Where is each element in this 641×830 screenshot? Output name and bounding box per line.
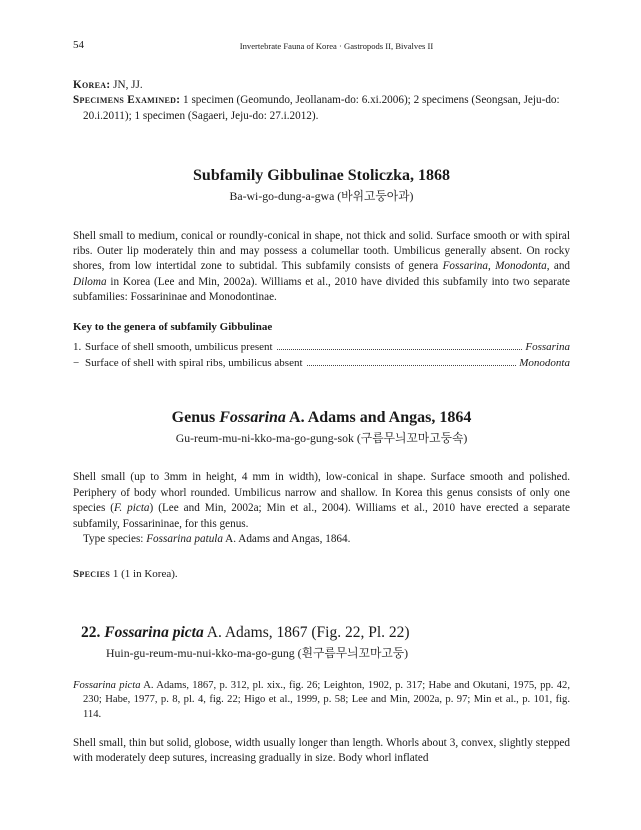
subfamily-romanized: Ba-wi-go-dung-a-gwa (바위고둥아과)	[229, 189, 414, 204]
species-count-line	[73, 567, 570, 582]
key-title: Key to the genera of subfamily Gibbulinae	[73, 320, 273, 333]
species-count-label: Species	[73, 568, 111, 581]
desc-text: Shell small to medium, conical or roundly-conical in shape, not thick and solid. Surface smooth or with spiral ribs. Outer lip moderately thin and may possess a columellar tooth. Umbilicus generally absent. On rocky shores, from low intertidal zone to subtidal. This subfamily consists of genera	[73, 229, 570, 273]
genus-description	[73, 470, 570, 532]
key-entry	[73, 356, 570, 371]
page-number: 54	[73, 39, 84, 51]
species-description: Shell small, thin but solid, globose, width usually longer than length. Whorls about 3, convex, slightly stepped with moderately deep sutures, increasing gradually in size. Body whorl inflated	[73, 736, 570, 765]
species-abbrev: F. picta	[114, 502, 150, 515]
key-text: Surface of shell with spiral ribs, umbilicus absent	[85, 357, 303, 370]
specimens-value: 1 specimen (Geomundo, Jeollanam-do: 6.xi.2006); 2 specimens (Seongsan, Jeju-do: 20.i.2011); 1 specimen (Sagaeri, Jeju-do: 27.i.2012).	[83, 94, 560, 122]
type-species-label: Type species:	[83, 532, 147, 545]
key-text: Surface of shell smooth, umbilicus present	[85, 341, 273, 354]
species-romanized: Huin-gu-reum-mu-nui-kko-ma-go-gung (흰구름무늬꼬마고둥)	[106, 645, 409, 660]
running-head	[73, 38, 570, 56]
synonymy-text: A. Adams, 1867, p. 312, pl. xix., fig. 26; Leighton, 1902, p. 317; Habe and Okutani, 1975, pp. 42, 230; Habe, 1977, p. 8, pl. 4, fig. 22; Higo et al., 1999, p. 58; Lee and Min, 2002a, p. 97; Min et al., p. 101, fig. 114.	[83, 680, 570, 720]
korea-value: JN, JJ.	[113, 79, 143, 91]
species-count-value: 1 (1 in Korea).	[110, 568, 178, 581]
type-species-line	[73, 532, 570, 547]
key-entry	[73, 340, 570, 355]
type-species-name: Fossarina patula	[146, 532, 223, 545]
genus-name: Fossarina	[219, 408, 286, 426]
species-number: 22.	[81, 623, 101, 641]
running-title: Invertebrate Fauna of Korea · Gastropods II, Bivalves II	[239, 41, 434, 51]
type-species-author: A. Adams and Angas, 1864.	[223, 532, 351, 545]
korea-line	[73, 78, 570, 93]
specimens-line	[73, 93, 570, 124]
distribution-record	[73, 78, 570, 124]
desc-text: ) (Lee and Min, 2002a; Min et al., 2004). Williams et al., 2010 have erected a separate subfamily, Fossarininae, for this genus.	[73, 502, 570, 530]
desc-text: , and	[546, 260, 571, 273]
synonymy-name: Fossarina picta	[73, 680, 141, 692]
key-leader-dots	[307, 365, 517, 366]
species-synonymy	[73, 679, 570, 722]
desc-text: in Korea (Lee and Min, 2002a). Williams et al., 2010 have divided this subfamily into two separate subfamilies: Fossarininae and Monodontinae.	[73, 275, 570, 304]
desc-text: Shell small (up to 3mm in height, 4 mm in width), low-conical in shape. Surface smooth and polished. Periphery of body whorl rounded. Umbilicus narrow and shallow. In Korea this genus consists of only one species (	[73, 471, 570, 515]
key-taxon: Fossarina	[525, 341, 570, 354]
genus-romanized: Gu-reum-mu-ni-kko-ma-go-gung-sok (구름무늬꼬마고둥속)	[175, 430, 468, 445]
genus-name-fossarina: Fossarina	[442, 260, 488, 273]
genus-prefix: Genus	[171, 408, 220, 426]
specimens-label: Specimens Examined:	[73, 94, 181, 107]
key-mark: −	[73, 357, 80, 370]
genus-name-diloma: Diloma	[73, 275, 107, 288]
korea-label: Korea:	[73, 79, 111, 91]
key-mark: 1.	[73, 341, 82, 354]
desc-text: ,	[487, 260, 496, 273]
page-body	[73, 38, 570, 767]
genus-title	[73, 408, 570, 428]
key-taxon: Monodonta	[519, 357, 570, 370]
subfamily-description	[73, 229, 570, 306]
species-name: Fossarina picta	[104, 623, 204, 641]
key-leader-dots	[277, 349, 523, 350]
subfamily-title: Subfamily Gibbulinae Stoliczka, 1868	[193, 167, 450, 185]
species-author: A. Adams, 1867 (Fig. 22, Pl. 22)	[203, 623, 410, 641]
species-title	[73, 623, 570, 643]
genus-author: A. Adams and Angas, 1864	[285, 408, 472, 426]
genus-name-monodonta: Monodonta	[495, 260, 547, 273]
